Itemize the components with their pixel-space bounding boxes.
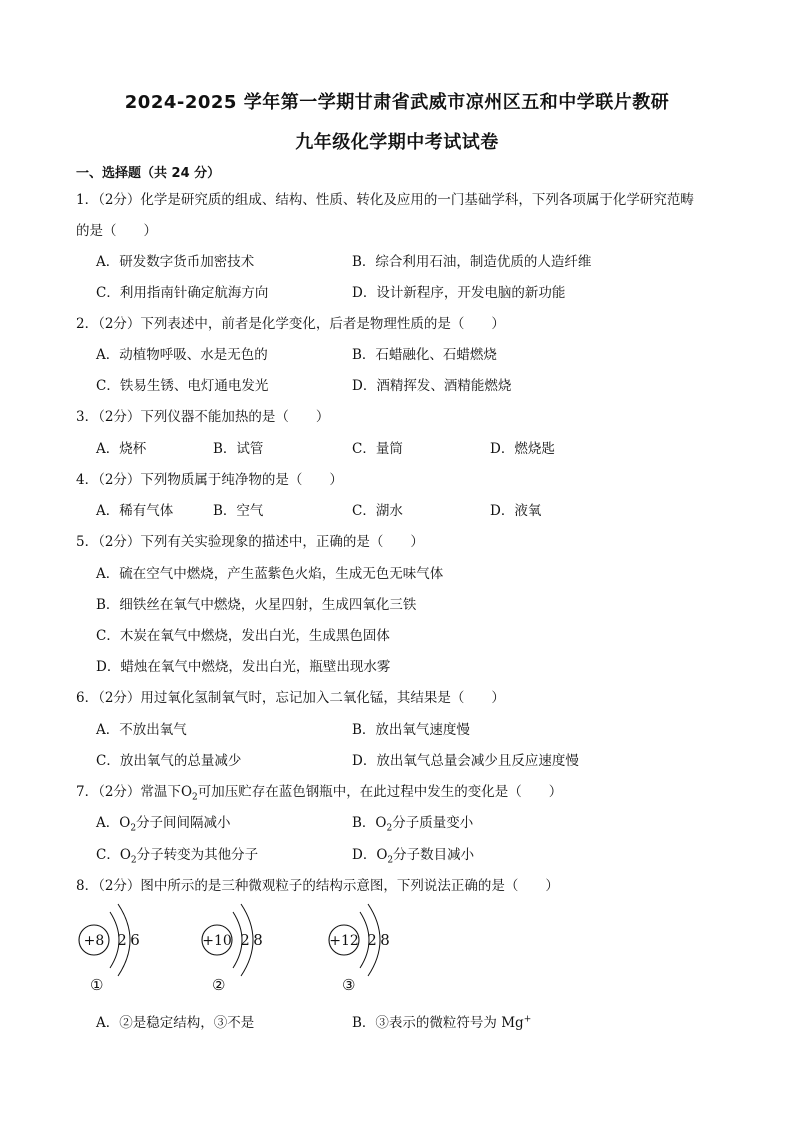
electron-count-2a: 2: [240, 931, 250, 949]
q2-stem: 2．（2分）下列表述中，前者是化学变化，后者是物理性质的是（ ）: [76, 316, 505, 332]
nucleus-charge-1: +8: [83, 933, 105, 949]
atom-diagram-2: [202, 904, 263, 976]
q7-option-c: C．$O_2$分子转变为其他分子: [96, 847, 259, 866]
q1-option-d: D．设计新程序，开发电脑的新功能: [352, 285, 566, 301]
electron-count-3b: 8: [380, 931, 390, 949]
q3-option-c: C．量筒: [352, 441, 403, 457]
section-heading: 一、选择题（共 24 分）: [76, 166, 221, 181]
q6-option-c: C．放出氧气的总量减少: [96, 753, 242, 769]
q2-option-c: C．铁易生锈、电灯通电发光: [96, 378, 269, 394]
title-line-1: 2024-2025 学年第一学期甘肃省武威市凉州区五和中学联片教研: [124, 92, 670, 113]
q3-option-d: D．燃烧匙: [490, 441, 555, 457]
atom-diagram-3: [329, 904, 390, 976]
q4-option-d: D．液氧: [490, 503, 542, 519]
q7-option-a: A．$O_2$分子间间隔减小: [96, 815, 231, 834]
q5-option-b: B．细铁丝在氧气中燃烧，火星四射，生成四氧化三铁: [96, 597, 417, 613]
q3-stem: 3．（2分）下列仪器不能加热的是（ ）: [76, 409, 330, 425]
electron-count-2b: 8: [253, 931, 263, 949]
q1-option-c: C．利用指南针确定航海方向: [96, 285, 269, 301]
atom-label-2: ②: [212, 976, 226, 994]
q5-option-a: A．硫在空气中燃烧，产生蓝紫色火焰，生成无色无味气体: [96, 566, 444, 582]
electron-count-3a: 2: [367, 931, 377, 949]
q6-option-b: B．放出氧气速度慢: [352, 722, 470, 738]
q8-option-a: A．②是稳定结构，③不是: [96, 1015, 255, 1031]
q6-option-a: A．不放出氧气: [96, 722, 187, 738]
atom-structure-diagram: [70, 898, 410, 978]
q4-stem: 4．（2分）下列物质属于纯净物的是（ ）: [76, 472, 343, 488]
q4-option-a: A．稀有气体: [96, 503, 174, 519]
q3-option-b: B．试管: [213, 441, 264, 457]
atom-diagram-1: [79, 904, 140, 976]
nucleus-charge-3: +12: [329, 933, 359, 949]
q7-option-d: D．$O_2$分子数目减小: [352, 847, 475, 866]
atom-label-1: ①: [90, 976, 104, 994]
q3-option-a: A．烧杯: [96, 441, 147, 457]
title-line-2: 九年级化学期中考试试卷: [295, 132, 499, 153]
q1-stem-cont: 的是（ ）: [76, 223, 157, 239]
q6-stem: 6．（2分）用过氧化氢制氧气时，忘记加入二氧化锰，其结果是（ ）: [76, 690, 505, 706]
q4-option-b: B．空气: [213, 503, 264, 519]
q1-option-b: B．综合利用石油，制造优质的人造纤维: [352, 254, 592, 270]
q5-option-d: D．蜡烛在氧气中燃烧，发出白光，瓶壁出现水雾: [96, 659, 391, 675]
electron-count-1a: 2: [117, 931, 127, 949]
electron-count-1b: 6: [130, 931, 140, 949]
q5-stem: 5．（2分）下列有关实验现象的描述中，正确的是（ ）: [76, 534, 424, 550]
nucleus-charge-2: +10: [202, 933, 232, 949]
q2-option-a: A．动植物呼吸、水是无色的: [96, 347, 268, 363]
q1-option-a: A．研发数字货币加密技术: [96, 254, 255, 270]
q7-stem: 7．（2分）常温下$O_2$可加压贮存在蓝色钢瓶中，在此过程中发生的变化是（ ）: [76, 784, 563, 803]
atom-label-3: ③: [342, 976, 356, 994]
q7-option-b: B．$O_2$分子质量变小: [352, 815, 474, 834]
q5-option-c: C．木炭在氧气中燃烧，发出白光，生成黑色固体: [96, 628, 390, 644]
q8-stem: 8．（2分）图中所示的是三种微观粒子的结构示意图，下列说法正确的是（ ）: [76, 878, 559, 894]
q2-option-b: B．石蜡融化、石蜡燃烧: [352, 347, 497, 363]
q6-option-d: D．放出氧气总量会减少且反应速度慢: [352, 753, 579, 769]
q1-stem: 1．（2分）化学是研究质的组成、结构、性质、转化及应用的一门基础学科，下列各项属于化学研究范畴: [76, 192, 694, 208]
q8-option-b: B．③表示的微粒符号为 Mg+: [352, 1014, 532, 1031]
q4-option-c: C．湖水: [352, 503, 403, 519]
q2-option-d: D．酒精挥发、酒精能燃烧: [352, 378, 512, 394]
